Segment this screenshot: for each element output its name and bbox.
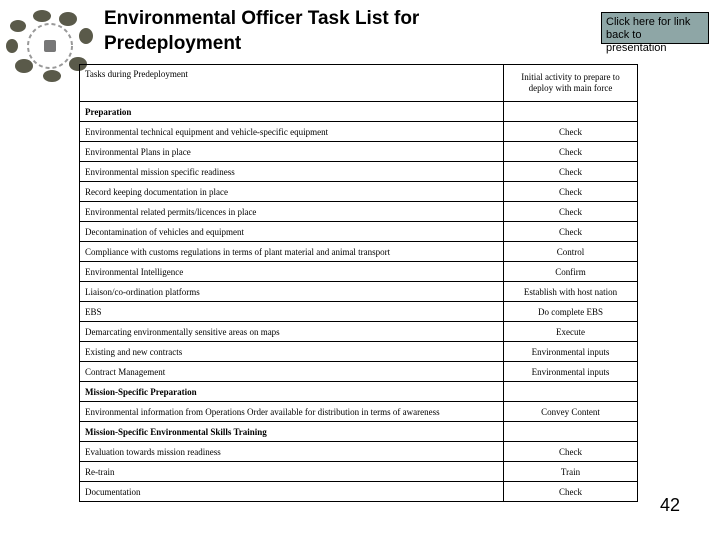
task-cell: EBS <box>80 302 504 322</box>
table-row <box>80 162 638 182</box>
back-to-presentation-button[interactable]: Click here for link back to presentation <box>601 12 709 44</box>
section-title: Preparation <box>80 102 504 122</box>
table-row <box>80 302 638 322</box>
activity-cell: Check <box>504 142 638 162</box>
task-cell: Existing and new contracts <box>80 342 504 362</box>
activity-cell: Check <box>504 122 638 142</box>
page-number: 42 <box>659 495 681 515</box>
table-header-row <box>80 65 638 102</box>
task-cell: Re-train <box>80 462 504 482</box>
table-row <box>80 282 638 302</box>
activity-cell: Control <box>504 242 638 262</box>
task-cell: Environmental Plans in place <box>80 142 504 162</box>
table-row <box>80 402 638 422</box>
task-cell: Environmental mission specific readiness <box>80 162 504 182</box>
section-blank-cell <box>504 102 638 122</box>
task-cell: Environmental related permits/licences in place <box>80 202 504 222</box>
table-row <box>80 462 638 482</box>
table-row <box>80 142 638 162</box>
task-cell: Decontamination of vehicles and equipment <box>80 222 504 242</box>
section-blank-cell <box>504 422 638 442</box>
task-cell: Demarcating environmentally sensitive areas on maps <box>80 322 504 342</box>
activity-cell: Train <box>504 462 638 482</box>
task-cell: Environmental information from Operations Order available for distribution in terms of awareness <box>80 402 504 422</box>
table-row <box>80 262 638 282</box>
activity-cell: Check <box>504 442 638 462</box>
task-cell: Evaluation towards mission readiness <box>80 442 504 462</box>
section-row <box>80 102 638 122</box>
activity-cell: Confirm <box>504 262 638 282</box>
task-cell: Compliance with customs regulations in terms of plant material and animal transport <box>80 242 504 262</box>
activity-cell: Check <box>504 222 638 242</box>
activity-cell: Establish with host nation <box>504 282 638 302</box>
table-row <box>80 242 638 262</box>
header-tasks: Tasks during Predeployment <box>80 65 504 102</box>
header-activity: Initial activity to prepare to deploy with main force <box>504 65 638 102</box>
task-cell: Record keeping documentation in place <box>80 182 504 202</box>
table-row <box>80 222 638 242</box>
table-row <box>80 342 638 362</box>
task-cell: Environmental technical equipment and vehicle-specific equipment <box>80 122 504 142</box>
page-title: Environmental Officer Task List for Predeployment <box>104 8 420 54</box>
table-row <box>80 362 638 382</box>
activity-cell: Check <box>504 162 638 182</box>
table-row <box>80 202 638 222</box>
section-title: Mission-Specific Preparation <box>80 382 504 402</box>
activity-cell: Convey Content <box>504 402 638 422</box>
activity-cell: Environmental inputs <box>504 342 638 362</box>
table-row <box>80 442 638 462</box>
table-row <box>80 322 638 342</box>
task-cell: Environmental Intelligence <box>80 262 504 282</box>
section-blank-cell <box>504 382 638 402</box>
task-cell: Documentation <box>80 482 504 502</box>
table-row <box>80 122 638 142</box>
table-row <box>80 182 638 202</box>
task-table <box>79 64 638 502</box>
task-cell: Contract Management <box>80 362 504 382</box>
activity-cell: Do complete EBS <box>504 302 638 322</box>
section-row <box>80 382 638 402</box>
activity-cell: Check <box>504 482 638 502</box>
activity-cell: Check <box>504 182 638 202</box>
task-cell: Liaison/co-ordination platforms <box>80 282 504 302</box>
activity-cell: Execute <box>504 322 638 342</box>
section-title: Mission-Specific Environmental Skills Training <box>80 422 504 442</box>
activity-cell: Environmental inputs <box>504 362 638 382</box>
section-row <box>80 422 638 442</box>
activity-cell: Check <box>504 202 638 222</box>
table-row <box>80 482 638 502</box>
